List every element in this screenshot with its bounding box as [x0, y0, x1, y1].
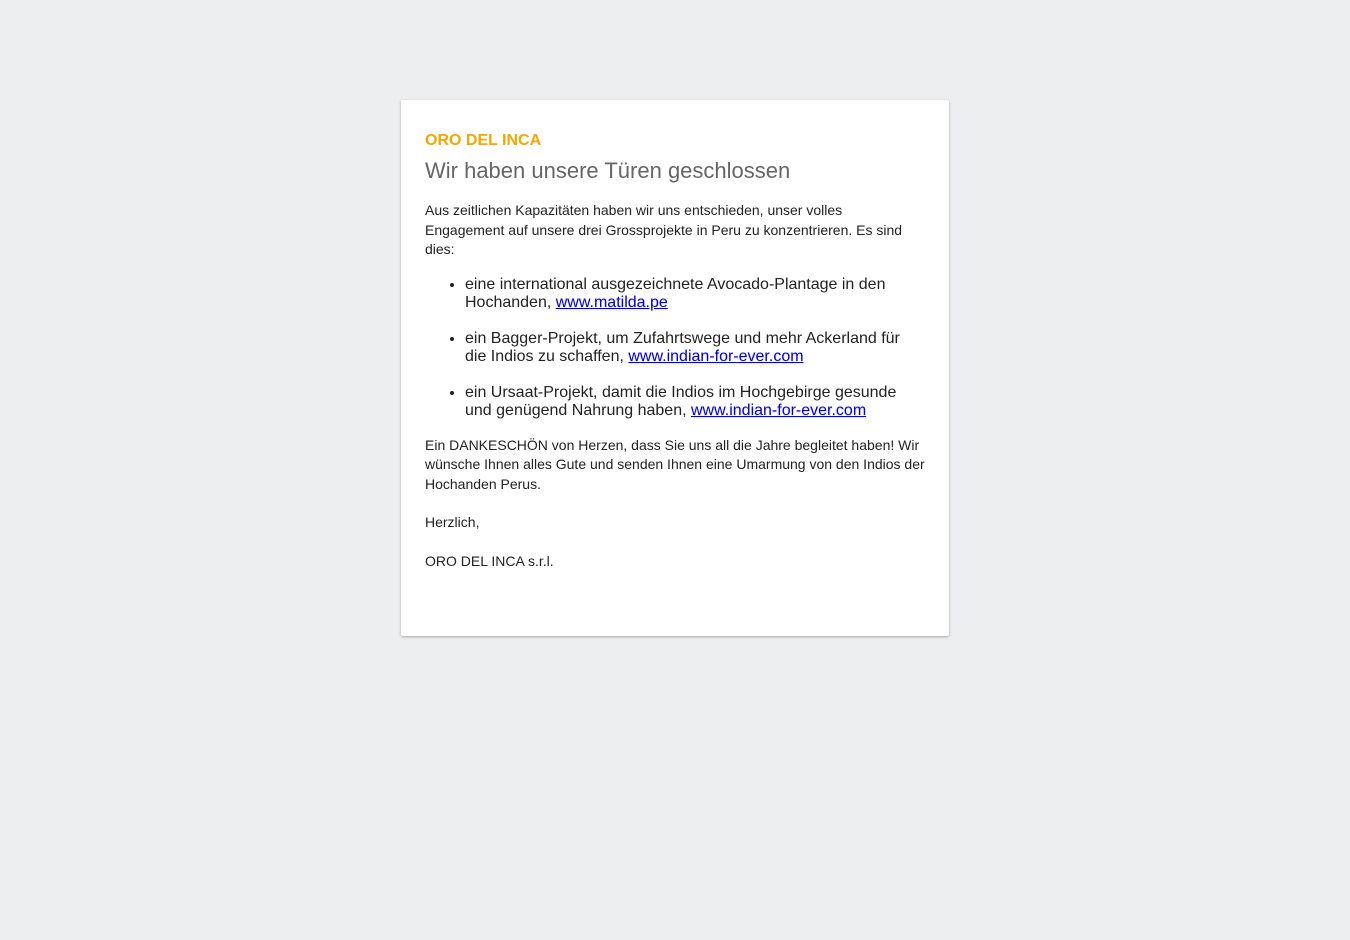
project-list — [425, 276, 925, 420]
indian-for-ever-link[interactable]: www.indian-for-ever.com — [690, 401, 867, 419]
page-title: Wir haben unsere Türen geschlossen — [425, 158, 791, 183]
list-item-avocado-project — [465, 276, 925, 312]
closure-notice-card — [401, 100, 949, 636]
list-item-seed-project — [465, 384, 925, 420]
list-item-excavator-project — [465, 330, 925, 366]
brand-name: ORO DEL INCA — [425, 132, 542, 149]
closing-greeting: Herzlich, — [425, 514, 480, 530]
thanks-paragraph: Ein DANKESCHÖN von Herzen, dass Sie uns all die Jahre begleitet haben! Wir wünsche Ihnen alles Gute und senden Ihnen eine Umarmung von den Indios der Hochanden Perus. — [425, 436, 925, 492]
intro-paragraph: Aus zeitlichen Kapazitäten haben wir uns entschieden, unser volles Engagement auf unsere drei Grossprojekte in Peru zu konzentrieren. Es sind dies: — [425, 202, 903, 257]
project-description: eine international ausgezeichnete Avocado-Plantage in den Hochanden, — [465, 275, 886, 311]
project-description: ein Ursaat-Projekt, damit die Indios im Hochgebirge gesunde und genügend Nahrung haben, — [465, 383, 897, 419]
indian-for-ever-link[interactable]: www.indian-for-ever.com — [628, 347, 804, 365]
project-description: ein Bagger-Projekt, um Zufahrtswege und mehr Ackerland für die Indios zu schaffen, — [465, 329, 900, 365]
matilda-link[interactable]: www.matilda.pe — [555, 293, 668, 311]
company-signature: ORO DEL INCA s.r.l. — [425, 552, 554, 569]
